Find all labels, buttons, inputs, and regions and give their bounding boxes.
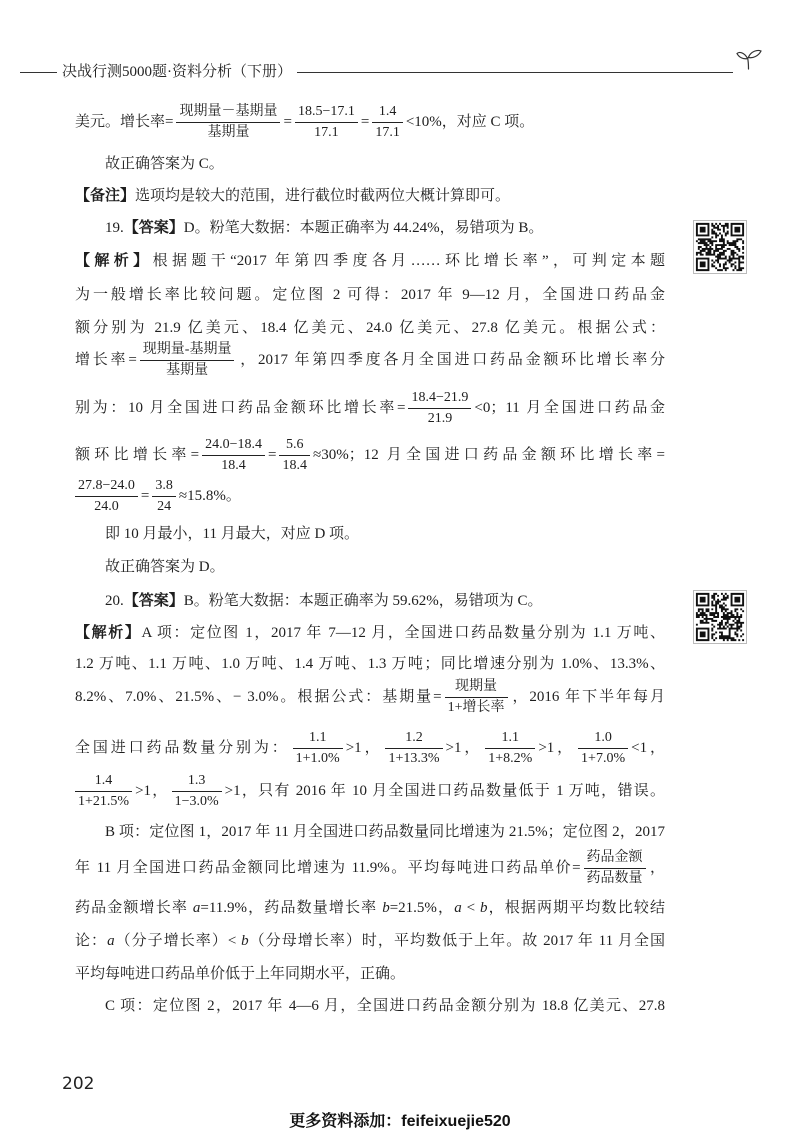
text-segment: >1， (445, 740, 483, 756)
fraction-numerator: 5.6 (285, 437, 304, 453)
fraction-denominator: 18.4 (279, 455, 310, 474)
page-number: 202 (62, 1074, 95, 1094)
fraction-denominator: 1+7.0% (578, 748, 628, 767)
math-variable: a (192, 900, 201, 916)
fraction-numerator: 药品金额 (586, 850, 643, 866)
qr-code-icon (693, 590, 747, 644)
fraction-denominator: 基期量 (176, 122, 280, 141)
text-segment: B。粉笔大数据：本题正确率为 59.62%，易错项为 C。 (183, 593, 543, 609)
text-segment: ，根据两期平均数比较结 (487, 900, 665, 916)
fraction-denominator: 基期量 (140, 360, 235, 379)
text-segment: 1.2 万吨、1.1 万吨、1.0 万吨、1.4 万吨、1.3 万吨；同比增速分别为 1.0%、13.3%、 (75, 656, 665, 672)
text-segment: = (283, 114, 292, 130)
fraction (445, 679, 508, 716)
text-line (75, 769, 665, 813)
fraction-denominator: 24 (152, 496, 176, 515)
text-line (75, 623, 665, 643)
text-segment: 全国进口药品数量分别为： (75, 740, 290, 756)
fraction-numerator: 18.5−17.1 (297, 104, 355, 120)
text-segment: = (140, 488, 150, 504)
fraction (279, 437, 310, 474)
math-variable: a (107, 933, 115, 949)
fraction (578, 730, 628, 767)
text-segment: ，2016 年下半年每月 (510, 689, 665, 705)
text-segment: ， (648, 860, 665, 876)
section-label: 【解析】 (75, 625, 142, 641)
text-line (75, 386, 665, 430)
fraction (408, 390, 471, 427)
fraction (485, 730, 535, 767)
text-segment: 平均每吨进口药品单价低于上年同期水平，正确。 (75, 966, 406, 982)
text-line (75, 591, 665, 611)
fraction-numerator: 现期量 (455, 679, 498, 695)
text-segment: ≈30%；12 月全国进口药品金额环比增长率= (312, 447, 665, 463)
fraction (172, 773, 222, 810)
fraction-numerator: 1.4 (94, 773, 113, 789)
text-line (75, 898, 665, 918)
text-segment: 为一般增长率比较问题。定位图 2 可得：2017 年 9—12 月，全国进口药品金 (75, 287, 665, 303)
fraction (584, 850, 646, 887)
fraction-numerator: 1.0 (594, 730, 612, 746)
qr-code-icon (693, 220, 747, 274)
text-segment: ，2017 年第四季度各月全国进口药品金额环比增长率分 (237, 352, 665, 368)
fraction-denominator: 药品数量 (584, 868, 646, 887)
fraction-denominator: 1+13.3% (385, 748, 442, 767)
text-line (75, 338, 665, 382)
text-segment: D。粉笔大数据：本题正确率为 44.24%，易错项为 B。 (183, 220, 544, 236)
text-segment: = (360, 114, 370, 130)
sprout-icon (736, 48, 762, 70)
fraction-denominator: 24.0 (75, 496, 138, 515)
text-segment: <10%，对应 C 项。 (405, 114, 535, 130)
text-line (75, 996, 665, 1016)
text-segment: =11.9%，药品数量增长率 (200, 900, 383, 916)
text-line (75, 318, 665, 338)
text-line (75, 218, 665, 238)
question-number: 19. (105, 220, 124, 236)
text-segment: 根据题干“2017 年第四季度各月……环比增长率”，可判定本题 (152, 253, 665, 269)
text-line (75, 285, 665, 305)
text-line (75, 675, 665, 719)
text-line (75, 154, 665, 174)
section-label: 【备注】 (75, 188, 136, 204)
text-line (75, 654, 665, 674)
fraction (75, 773, 132, 810)
text-segment: 故正确答案为 C。 (105, 156, 224, 172)
text-line (75, 964, 665, 984)
text-segment: C 项：定位图 2，2017 年 4—6 月，全国进口药品金额分别为 18.8 亿美元、27.8 (105, 998, 665, 1014)
running-header (20, 62, 733, 82)
fraction-numerator: 现期量－基期量 (179, 104, 278, 120)
fraction-numerator: 1.1 (501, 730, 520, 746)
fraction (75, 478, 138, 515)
text-segment: 额分别为 21.9 亿美元、18.4 亿美元、24.0 亿美元、27.8 亿美元。根据公式： (75, 320, 665, 336)
math-variable: b (479, 900, 488, 916)
header-rule-left (20, 72, 57, 73)
fraction-denominator: 18.4 (202, 455, 265, 474)
text-segment: A 项：定位图 1，2017 年 7—12 月，全国进口药品数量分别为 1.1 万吨、 (141, 625, 665, 641)
header-rule-right (297, 72, 733, 73)
text-segment: =21.5%， (389, 900, 455, 916)
fraction-denominator: 17.1 (295, 122, 358, 141)
fraction-denominator: 21.9 (408, 408, 471, 427)
fraction (293, 730, 343, 767)
text-segment: 药品金额增长率 (75, 900, 193, 916)
fraction-numerator: 3.8 (155, 478, 173, 494)
text-segment: <1， (631, 740, 665, 756)
math-variable: b (382, 900, 390, 916)
fraction (152, 478, 176, 515)
text-segment: 增长率= (75, 352, 137, 368)
fraction (202, 437, 265, 474)
text-line (75, 846, 665, 890)
text-segment: 故正确答案为 D。 (105, 559, 225, 575)
fraction (385, 730, 442, 767)
text-segment: B 项：定位图 1，2017 年 11 月全国进口药品数量同比增速为 21.5%；定位图 2，2017 (105, 824, 665, 840)
section-label: 【答案】 (123, 220, 184, 236)
fraction (295, 104, 358, 141)
text-segment: （分母增长率）时，平均数低于上年。故 2017 年 11 月全国 (248, 933, 665, 949)
text-segment: >1，只有 2016 年 10 月全国进口药品数量低于 1 万吨，错误。 (224, 783, 665, 799)
fraction-denominator: 1+21.5% (75, 791, 132, 810)
text-segment: 额环比增长率= (75, 447, 200, 463)
text-segment: （分子增长率）< (114, 933, 242, 949)
fraction-denominator: 1+1.0% (293, 748, 343, 767)
text-line (75, 557, 665, 577)
text-segment: 8.2%、7.0%、21.5%、− 3.0%。根据公式：基期量= (75, 689, 442, 705)
math-variable: b (241, 933, 249, 949)
fraction-numerator: 1.4 (378, 104, 397, 120)
text-line (75, 726, 665, 770)
footer-note: 更多资料添加：feifeixuejie520 (289, 1113, 511, 1130)
text-segment: 别为：10 月全国进口药品金额环比增长率= (75, 400, 406, 416)
text-segment: 即 10 月最小，11 月最大，对应 D 项。 (105, 526, 360, 542)
text-segment: <0；11 月全国进口药品金 (474, 400, 665, 416)
fraction (140, 342, 235, 379)
section-label: 【答案】 (123, 593, 184, 609)
fraction-denominator: 1+增长率 (445, 697, 508, 716)
text-segment: ≈15.8%。 (178, 488, 241, 504)
text-line (75, 822, 665, 842)
fraction-numerator: 18.4−21.9 (411, 390, 469, 406)
fraction-numerator: 27.8−24.0 (78, 478, 135, 494)
text-line (75, 186, 665, 206)
math-variable: a (454, 900, 462, 916)
section-label: 【解析】 (75, 253, 153, 269)
text-segment: 论： (75, 933, 108, 949)
text-line (75, 474, 665, 518)
text-segment: = (268, 447, 277, 463)
text-line (75, 524, 665, 544)
text-segment: 美元。增长率= (75, 114, 174, 130)
text-line (75, 251, 665, 271)
text-line (75, 100, 665, 144)
text-segment: >1， (345, 740, 383, 756)
fraction-numerator: 1.3 (187, 773, 206, 789)
text-segment: >1， (538, 740, 576, 756)
fraction (372, 104, 403, 141)
text-segment: 年 11 月全国进口药品金额同比增速为 11.9%。平均每吨进口药品单价= (75, 860, 581, 876)
text-segment: < (461, 900, 480, 916)
running-header-title: 决战行测5000题·资料分析（下册） (62, 64, 292, 80)
text-segment: >1， (135, 783, 169, 799)
text-line (75, 433, 665, 477)
question-number: 20. (105, 593, 124, 609)
fraction-numerator: 24.0−18.4 (205, 437, 262, 453)
fraction-numerator: 1.2 (405, 730, 423, 746)
fraction-denominator: 1+8.2% (485, 748, 535, 767)
text-line (75, 931, 665, 951)
fraction-denominator: 1−3.0% (172, 791, 222, 810)
fraction-numerator: 1.1 (308, 730, 327, 746)
fraction (176, 104, 280, 141)
fraction-denominator: 17.1 (372, 122, 403, 141)
fraction-numerator: 现期量-基期量 (142, 342, 232, 358)
text-segment: 选项均是较大的范围，进行截位时截两位大概计算即可。 (135, 188, 511, 204)
